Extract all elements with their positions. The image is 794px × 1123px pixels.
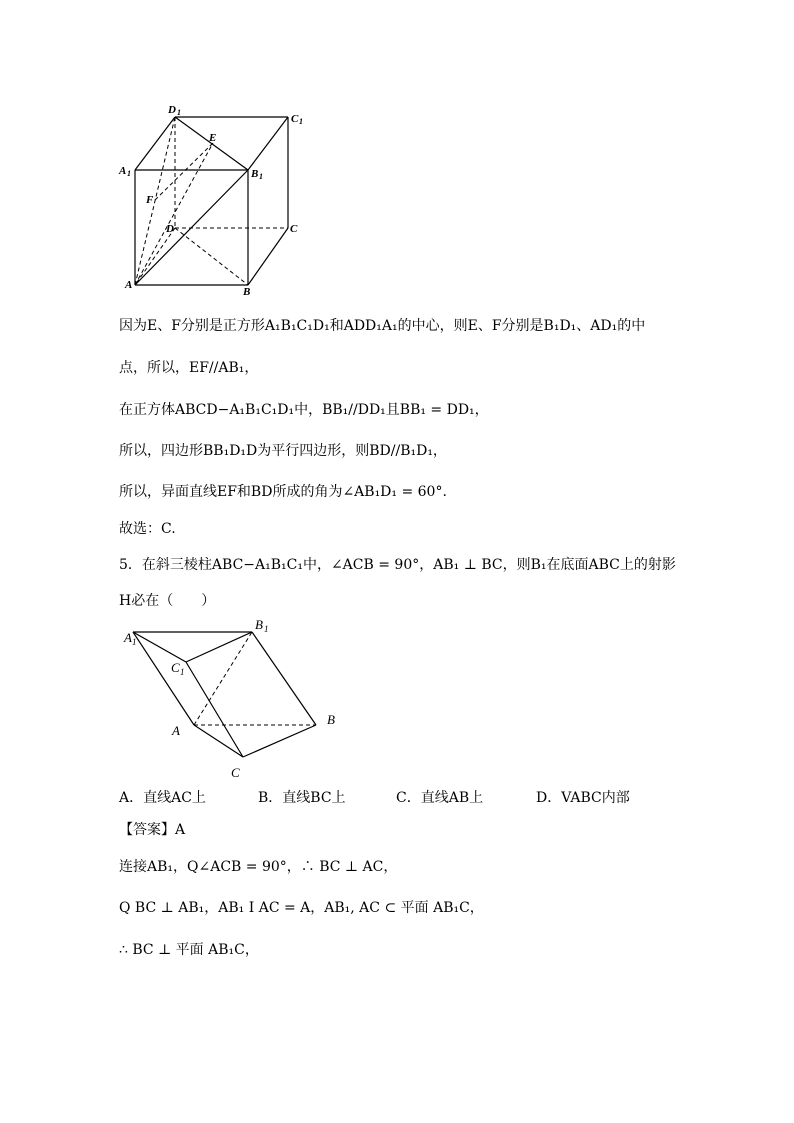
option-c: C．直线AB上 [396, 790, 484, 806]
svg-text:1: 1 [177, 108, 181, 117]
label-c1: C [291, 113, 299, 125]
label-c: C [231, 765, 240, 780]
label-d1: D [168, 104, 176, 116]
svg-text:1: 1 [259, 172, 263, 181]
option-a: A．直线AC上 [119, 790, 206, 806]
label-f: F [146, 194, 154, 206]
solution-line-2: 点，所以，EF//AB₁， [119, 360, 259, 376]
label-b1: B [251, 168, 259, 180]
solution-line-1: 因为E、F分别是正方形A₁B₁C₁D₁和ADD₁A₁的中心，则E、F分别是B₁D₁、AD₁的中 [119, 318, 646, 334]
label-a1: A [124, 630, 132, 645]
solution-line-3: 在正方体ABCD−A₁B₁C₁D₁中，BB₁//DD₁且BB₁ = DD₁， [119, 402, 489, 418]
label-c: C [290, 223, 298, 235]
label-d: D [166, 223, 174, 235]
prism-figure [115, 615, 345, 785]
cube-figure [115, 100, 315, 300]
answer-step-3: ∴ BC ⊥ 平面 AB₁C， [119, 942, 259, 958]
solution-line-4: 所以，四边形BB₁D₁D为平行四边形，则BD//B₁D₁， [119, 443, 447, 459]
label-b: B [243, 286, 251, 298]
label-c1: C [171, 660, 180, 675]
solution-line-5: 所以，异面直线EF和BD所成的角为∠AB₁D₁ = 60°. [119, 484, 447, 500]
label-b1: B [255, 617, 263, 632]
svg-text:1: 1 [127, 169, 131, 178]
svg-text:1: 1 [180, 667, 185, 677]
svg-text:1: 1 [132, 637, 137, 647]
label-e: E [209, 132, 217, 144]
svg-text:1: 1 [299, 117, 303, 126]
question-5-line-1: 5．在斜三棱柱ABC−A₁B₁C₁中，∠ACB = 90°，AB₁ ⊥ BC，则B₁在底面ABC上的射影 [119, 557, 676, 573]
option-b: B．直线BC上 [258, 790, 346, 806]
solution-line-6: 故选：C. [119, 521, 176, 537]
label-a1: A [119, 165, 127, 177]
label-a: A [125, 279, 133, 291]
answer-step-2: Q BC ⊥ AB₁，AB₁ I AC = A，AB₁, AC ⊂ 平面 AB₁C， [119, 900, 484, 916]
option-d: D．VABC内部 [536, 790, 630, 806]
label-b: B [327, 712, 335, 727]
question-5-line-2: H必在（ ） [119, 593, 216, 609]
answer-label: 【答案】A [119, 822, 186, 838]
answer-step-1: 连接AB₁，Q∠ACB = 90°，∴ BC ⊥ AC， [119, 859, 398, 875]
svg-text:1: 1 [264, 624, 269, 634]
label-a: A [172, 723, 180, 738]
